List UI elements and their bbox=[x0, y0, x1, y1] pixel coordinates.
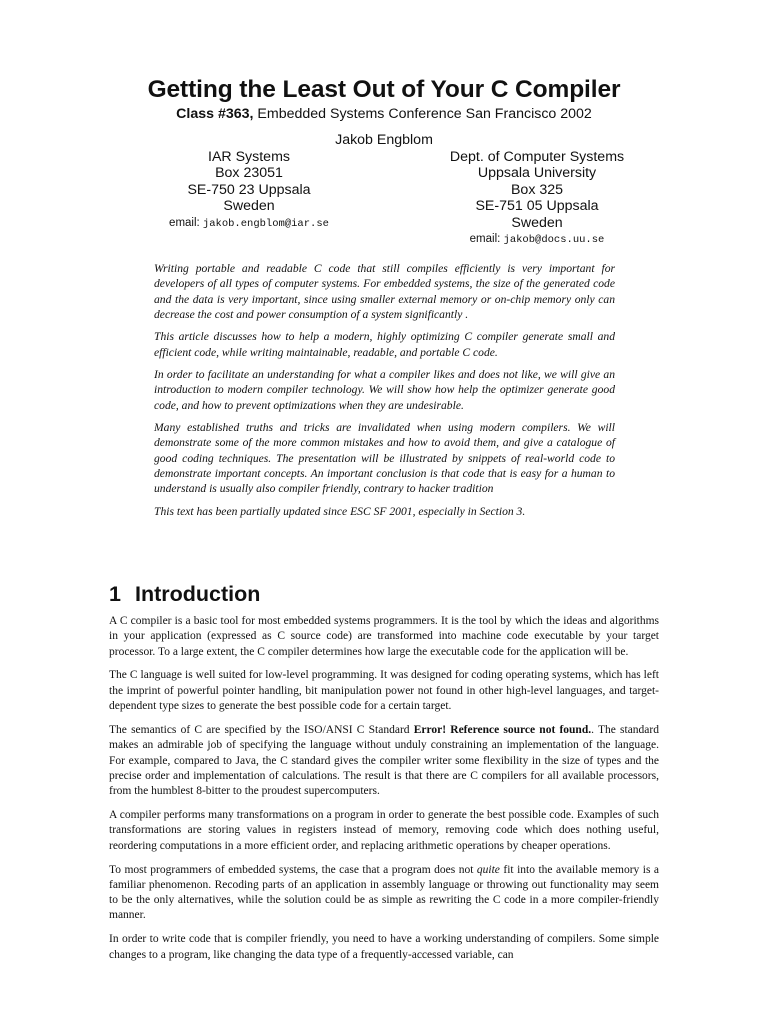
affiliation-left bbox=[160, 149, 338, 232]
email-label: email: bbox=[469, 233, 504, 246]
email-label: email: bbox=[169, 216, 203, 229]
body-paragraph bbox=[109, 863, 659, 924]
affiliation-line: Sweden bbox=[223, 198, 275, 215]
paper-title: Getting the Least Out of Your C Compiler bbox=[147, 76, 621, 103]
abstract-paragraph: Many established truths and tricks are invalidated when using modern compilers. We will demonstrate some of the more common mistakes and how to avoid them, and give a catalogue of good coding techniques. The presentation will be illustrated by snippets of real-world code to demonstrate important concepts. An important conclusion is that code that is easy for a human to understand is usually also compiler friendly, contrary to hacker tradition bbox=[154, 421, 615, 496]
affiliation-line: Box 325 bbox=[510, 181, 564, 198]
body-paragraph: The C language is well suited for low-level programming. It was designed for coding operating systems, which has left the imprint of powerful pointer handling, bit manipulation power not found in other high-level languages, and target-dependent type sizes to generate the best possible code for a certain target. bbox=[109, 669, 659, 713]
section-heading bbox=[109, 582, 260, 607]
abstract bbox=[154, 261, 615, 526]
emphasis: quite bbox=[476, 863, 500, 876]
body-text: The semantics of C are specified by the ISO/ANSI C Standard bbox=[109, 723, 414, 736]
affiliation-line: Box 23051 bbox=[215, 165, 283, 182]
affiliation-line: Uppsala University bbox=[477, 165, 597, 182]
abstract-paragraph: This text has been partially updated since ESC SF 2001, especially in Section 3. bbox=[154, 504, 526, 518]
affiliation-line: Sweden bbox=[511, 214, 563, 231]
affiliation-line: Dept. of Computer Systems bbox=[449, 149, 625, 165]
email-address: jakob.engblom@iar.se bbox=[202, 217, 329, 230]
email-line bbox=[160, 216, 338, 232]
body-text: To most programmers of embedded systems, the case that a program does not bbox=[109, 863, 477, 876]
affiliation-line: IAR Systems bbox=[208, 149, 290, 165]
body-paragraph: A compiler performs many transformations on a program in order to generate the best possible code. Examples of such transformations are storing values in registers instead of memory, removing code which does nothing useful, reordering computations in a more efficient order, and replacing arithmetic operations by cheaper operations. bbox=[109, 809, 659, 852]
body-text: fit into the available memory is a familiar phenomenon. Recoding parts of an application in assembly language or throwing out functionality may seem to be the only alternatives, while the solution could be as simple as rewriting the C code in a more compiler-friendly manner. bbox=[109, 863, 660, 922]
body-paragraph: A C compiler is a basic tool for most embedded systems programmers. It is the tool by which the ideas and algorithms in your application (expressed as C source code) are transformed into machine code executable by your target processor. To a large extent, the C compiler determines how large the executable code for the application will be. bbox=[109, 615, 659, 658]
abstract-paragraph: This article discusses how to help a modern, highly optimizing C compiler generate small and efficient code, while writing maintainable, readable, and portable C code. bbox=[154, 330, 615, 359]
abstract-paragraph: Writing portable and readable C code that still compiles efficiently is very important for developers of all types of computer systems. For embedded systems, the size of the generated code and the data is very important, since using smaller external memory or on-chip memory only can decrease the cost and power consumption of a system significantly . bbox=[154, 262, 615, 322]
affiliation-line: SE-750 23 Uppsala bbox=[187, 181, 311, 198]
conference-line bbox=[0, 106, 768, 122]
section-number: 1 bbox=[109, 582, 121, 606]
section-body bbox=[109, 614, 659, 972]
abstract-paragraph: In order to facilitate an understanding for what a compiler likes and does not like, we will give an introduction to modern compiler technology. We will show how help the optimizer generate good code, and how to prevent optimizations when they are undesirable. bbox=[154, 368, 615, 412]
body-paragraph bbox=[109, 723, 659, 799]
section-title: Introduction bbox=[134, 582, 261, 606]
author-name: Jakob Engblom bbox=[335, 132, 433, 148]
conference-name: Embedded Systems Conference San Francisco 2002 bbox=[253, 106, 592, 122]
body-text: . The standard makes an admirable job of specifying the language without unduly constraining an implementation of the language. For example, compared to Java, the C standard gives the compiler writer some flexibility in the size of types and the precise order and implementation of calculations. The result is that there are C compilers for all available processors, from the humblest 8-bitter to the proudest supercomputers. bbox=[109, 723, 659, 798]
class-number: Class #363, bbox=[176, 106, 254, 122]
reference-error: Error! Reference source not found. bbox=[413, 723, 592, 736]
email-address: jakob@docs.uu.se bbox=[503, 234, 605, 247]
affiliation-right bbox=[432, 149, 642, 248]
affiliation-line: SE-751 05 Uppsala bbox=[475, 198, 599, 215]
email-line bbox=[432, 232, 642, 248]
body-paragraph: In order to write code that is compiler friendly, you need to have a working understanding of compilers. Some simple changes to a program, like changing the data type of a frequently-accessed variable, can bbox=[109, 933, 659, 961]
